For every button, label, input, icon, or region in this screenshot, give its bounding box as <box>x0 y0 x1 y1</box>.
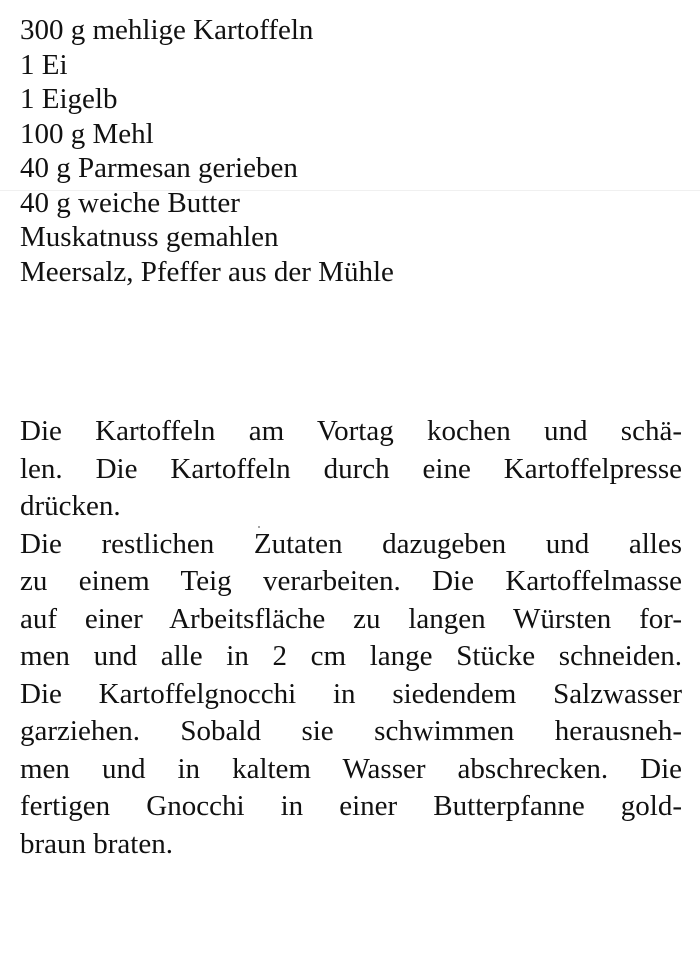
ingredient-list <box>20 13 680 289</box>
instructions-paragraph-1 <box>20 413 682 526</box>
text-line: len. Die Kartoffeln durch eine Kartoffelpresse <box>20 452 682 485</box>
text-line: Die Kartoffelgnocchi in siedendem Salzwasser <box>20 677 682 710</box>
text-line: auf einer Arbeitsfläche zu langen Würsten for- <box>20 602 682 635</box>
ingredient-item: Meersalz, Pfeffer aus der Mühle <box>20 255 394 288</box>
text-line: Die Kartoffeln am Vortag kochen und schä- <box>20 415 682 447</box>
instructions-block <box>20 413 682 863</box>
ingredient-item: 100 g Mehl <box>20 117 154 150</box>
ingredient-item: Muskatnuss gemahlen <box>20 221 279 253</box>
scan-speck <box>258 526 260 528</box>
text-line: braun braten. <box>20 827 173 860</box>
ingredient-item: 1 Ei <box>20 48 68 81</box>
text-line: drücken. <box>20 490 121 522</box>
text-line: garziehen. Sobald sie schwimmen herausneh- <box>20 715 682 747</box>
ingredient-item: 300 g mehlige Kartoffeln <box>20 14 314 46</box>
instructions-paragraph-2 <box>20 526 682 864</box>
text-line: Die restlichen Zutaten dazugeben und alles <box>20 527 682 560</box>
text-line: men und alle in 2 cm lange Stücke schneiden. <box>20 640 682 672</box>
text-line: zu einem Teig verarbeiten. Die Kartoffelmasse <box>20 565 682 597</box>
text-line: men und in kaltem Wasser abschrecken. Die <box>20 752 682 785</box>
text-line: fertigen Gnocchi in einer Butterpfanne gold- <box>20 790 682 822</box>
ingredient-item: 40 g weiche Butter <box>20 186 240 219</box>
ingredient-item: 40 g Parmesan gerieben <box>20 152 298 184</box>
ingredient-item: 1 Eigelb <box>20 83 118 115</box>
